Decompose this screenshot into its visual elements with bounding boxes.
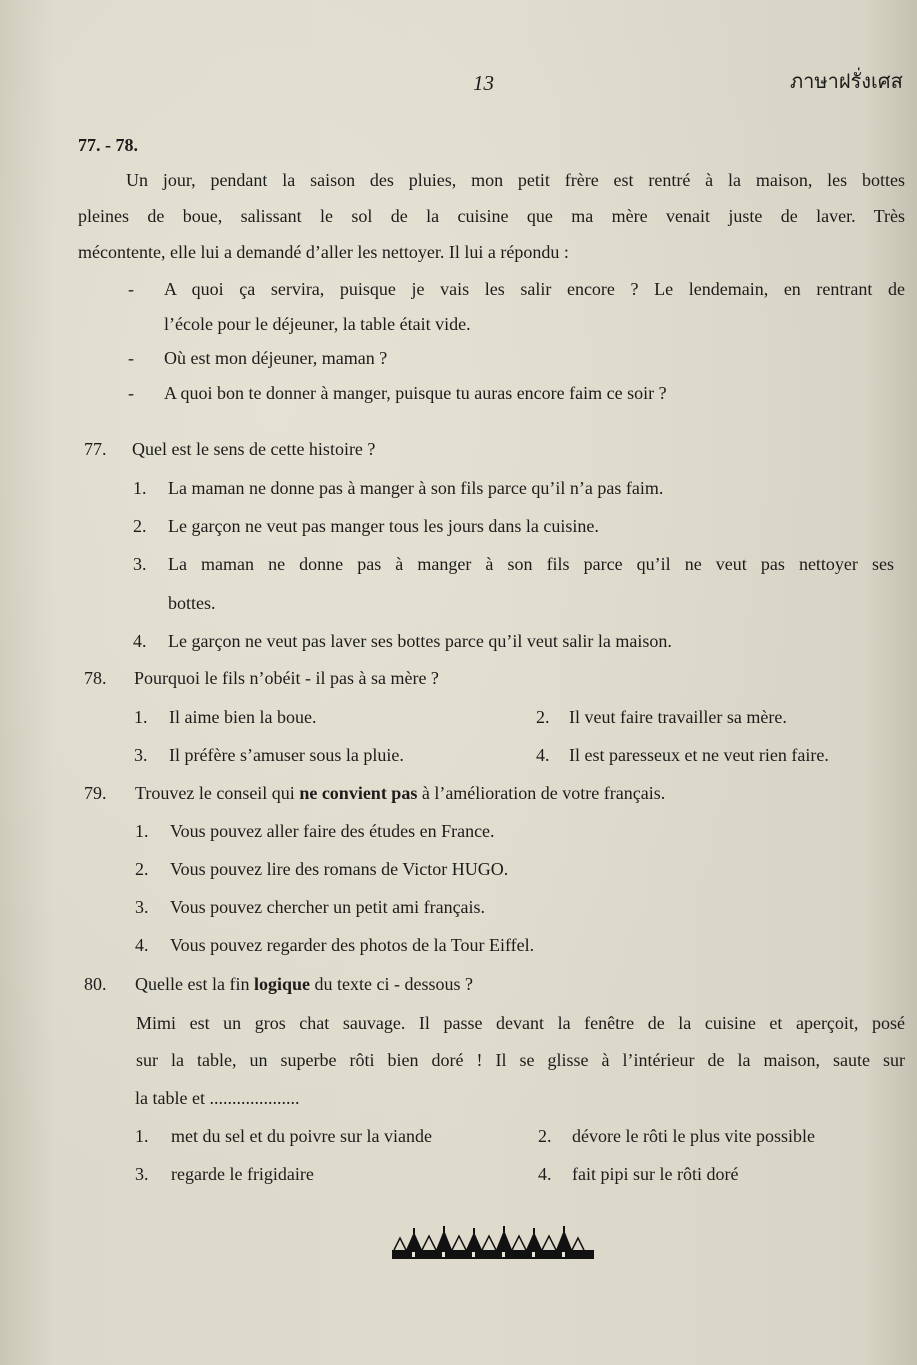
question-text: Quel est le sens de cette histoire ? xyxy=(132,439,376,459)
question-text-part: Trouvez le conseil qui xyxy=(135,783,300,803)
question-text-part: Quelle est la fin xyxy=(135,974,254,994)
option-number: 4. xyxy=(133,631,147,651)
question-number: 79. xyxy=(84,783,107,803)
question-number: 77. xyxy=(84,439,107,459)
option-number: 2. xyxy=(133,516,147,536)
dialogue-line: A quoi bon te donner à manger, puisque tu auras encore faim ce soir ? xyxy=(164,383,667,403)
dialogue-dash: - xyxy=(128,279,134,299)
passage-line: Un jour, pendant la saison des pluies, mon petit frère est rentré à la maison, les bottes xyxy=(126,170,905,190)
passage-line: mécontente, elle lui a demandé d’aller les nettoyer. Il lui a répondu : xyxy=(78,242,569,262)
option-text: Il est paresseux et ne veut rien faire. xyxy=(569,745,829,765)
question-text: Pourquoi le fils n’obéit - il pas à sa mère ? xyxy=(134,668,439,688)
question-text xyxy=(135,782,665,804)
option-number: 2. xyxy=(536,707,550,727)
option-text: Vous pouvez aller faire des études en France. xyxy=(170,821,495,841)
option-number: 3. xyxy=(133,554,147,574)
question-passage-line: la table et .................... xyxy=(135,1088,300,1108)
option-number: 3. xyxy=(134,745,148,765)
option-number: 3. xyxy=(135,1164,149,1184)
option-number: 2. xyxy=(135,859,149,879)
dialogue-line: l’école pour le déjeuner, la table était vide. xyxy=(164,314,471,334)
question-text-part: à l’amélioration de votre français. xyxy=(417,783,666,803)
option-text: Il préfère s’amuser sous la pluie. xyxy=(169,745,404,765)
option-number: 4. xyxy=(135,935,149,955)
option-number: 4. xyxy=(536,745,550,765)
question-text xyxy=(135,973,473,995)
dialogue-dash: - xyxy=(128,383,134,403)
option-text-continued: bottes. xyxy=(168,593,216,613)
option-text: Le garçon ne veut pas manger tous les jours dans la cuisine. xyxy=(168,516,599,536)
option-text: fait pipi sur le rôti doré xyxy=(572,1164,739,1184)
option-text: dévore le rôti le plus vite possible xyxy=(572,1126,815,1146)
option-text: Le garçon ne veut pas laver ses bottes parce qu’il veut salir la maison. xyxy=(168,631,672,651)
subject-title: ภาษาฝรั่งเศส xyxy=(790,71,903,93)
option-text: Il veut faire travailler sa mère. xyxy=(569,707,787,727)
option-text: met du sel et du poivre sur la viande xyxy=(171,1126,432,1146)
question-passage-line: Mimi est un gros chat sauvage. Il passe devant la fenêtre de la cuisine et aperçoit, posé xyxy=(136,1013,905,1033)
option-number: 2. xyxy=(538,1126,552,1146)
option-text: Vous pouvez regarder des photos de la Tour Eiffel. xyxy=(170,935,535,955)
option-number: 1. xyxy=(135,1126,149,1146)
passage-title: 77. - 78. xyxy=(78,135,138,155)
question-number: 80. xyxy=(84,974,107,994)
option-text: Vous pouvez lire des romans de Victor HUGO. xyxy=(170,859,509,879)
tree-border-ornament-icon xyxy=(392,1224,594,1260)
passage-line: pleines de boue, salissant le sol de la cuisine que ma mère venait juste de laver. Très xyxy=(78,206,905,226)
question-text-part: du texte ci - dessous ? xyxy=(309,974,473,994)
option-text: Vous pouvez chercher un petit ami français. xyxy=(170,897,486,917)
dialogue-line: A quoi ça servira, puisque je vais les salir encore ? Le lendemain, en rentrant de xyxy=(164,279,905,299)
dialogue-dash: - xyxy=(128,348,134,368)
option-text: regarde le frigidaire xyxy=(171,1164,314,1184)
dialogue-line: Où est mon déjeuner, maman ? xyxy=(164,348,388,368)
question-emphasis: ne convient pas xyxy=(299,783,418,803)
question-passage-line: sur la table, un superbe rôti bien doré ! Il se glisse à l’intérieur de la maison, saute sur xyxy=(136,1050,905,1070)
question-number: 78. xyxy=(84,668,107,688)
option-number: 1. xyxy=(135,821,149,841)
question-emphasis: logique xyxy=(253,974,310,994)
page-number: 13 xyxy=(473,71,494,95)
option-number: 1. xyxy=(133,478,147,498)
option-text: La maman ne donne pas à manger à son fils parce qu’il ne veut pas nettoyer ses xyxy=(168,554,894,574)
option-number: 3. xyxy=(135,897,149,917)
option-text: La maman ne donne pas à manger à son fils parce qu’il n’a pas faim. xyxy=(168,478,664,498)
option-text: Il aime bien la boue. xyxy=(169,707,317,727)
option-number: 1. xyxy=(134,707,148,727)
option-number: 4. xyxy=(538,1164,552,1184)
